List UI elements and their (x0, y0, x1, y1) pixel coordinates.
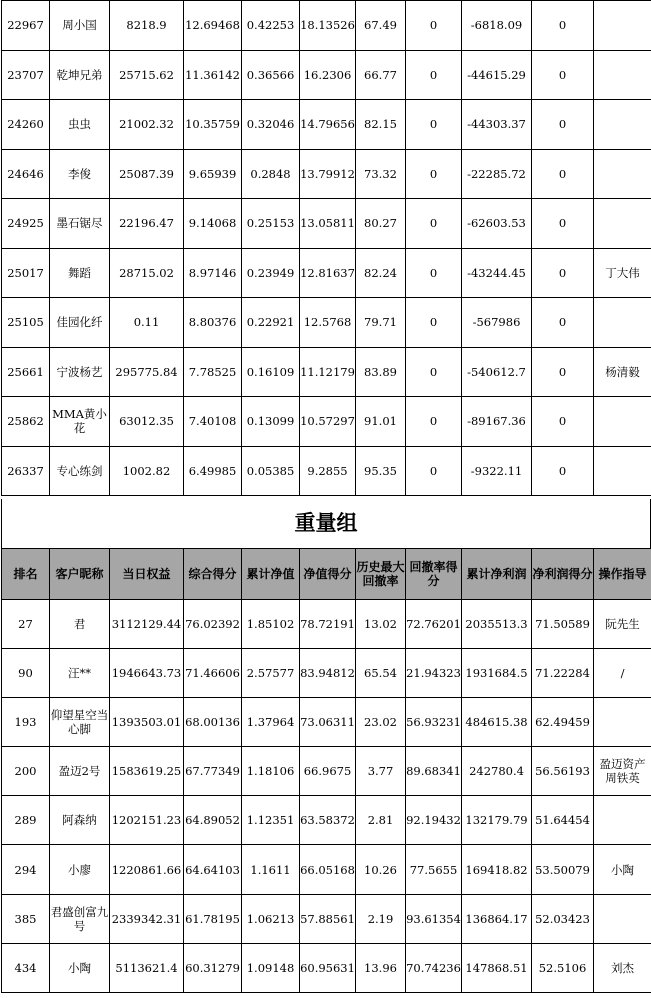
table-cell: 丁大伟 (594, 248, 651, 298)
table-row (2, 747, 651, 796)
table-cell: 56.56193 (532, 747, 594, 796)
table-cell: 92.19432 (406, 796, 462, 845)
table-cell: 7.40108 (184, 397, 242, 447)
table-cell: 盈迈2号 (50, 747, 110, 796)
table-cell (594, 50, 651, 100)
table-cell: 0 (406, 199, 462, 249)
ranking-table-heavy (1, 548, 651, 993)
table-cell: 24646 (2, 149, 50, 199)
table-row (2, 149, 651, 199)
table-cell: 0 (406, 347, 462, 397)
table-row (2, 649, 651, 698)
table-cell: 君 (50, 600, 110, 649)
table-cell: 24260 (2, 100, 50, 150)
table-cell: 0.11 (110, 298, 184, 348)
section-title: 重量组 (1, 499, 651, 548)
table-cell: 0 (406, 248, 462, 298)
table-cell: 0 (532, 1, 594, 51)
table-cell (594, 149, 651, 199)
table-cell: 8.97146 (184, 248, 242, 298)
table-cell: 小陶 (594, 845, 651, 894)
table-cell: -22285.72 (462, 149, 532, 199)
table-cell: 0.05385 (242, 446, 300, 496)
table-cell: 11.12179 (300, 347, 356, 397)
table-cell (594, 446, 651, 496)
table-row (2, 845, 651, 894)
table-cell: 95.35 (356, 446, 406, 496)
table-cell: 26337 (2, 446, 50, 496)
table-row (2, 796, 651, 845)
column-header: 累计净值 (242, 549, 300, 600)
table-cell: 53.50079 (532, 845, 594, 894)
table-cell: 12.81637 (300, 248, 356, 298)
table-cell: 舞蹈 (50, 248, 110, 298)
table-cell: 0 (532, 149, 594, 199)
table-cell: 2.19 (356, 894, 406, 943)
table-row (2, 248, 651, 298)
table-cell: 27 (2, 600, 50, 649)
table-cell: 小廖 (50, 845, 110, 894)
table-cell: 12.5768 (300, 298, 356, 348)
table-cell: 君盛创富九号 (50, 894, 110, 943)
table-cell: 23.02 (356, 698, 406, 747)
table-cell: 0 (532, 100, 594, 150)
table-cell (594, 796, 651, 845)
column-header: 客户昵称 (50, 549, 110, 600)
table-cell: 169418.82 (462, 845, 532, 894)
table-cell: 63012.35 (110, 397, 184, 447)
table-cell: 64.64103 (184, 845, 242, 894)
table-cell: 7.78525 (184, 347, 242, 397)
table-cell: 1.85102 (242, 600, 300, 649)
table-cell: 62.49459 (532, 698, 594, 747)
table-cell: 82.24 (356, 248, 406, 298)
table-cell: 0.32046 (242, 100, 300, 150)
table-cell: 52.03423 (532, 894, 594, 943)
table-cell: 93.61354 (406, 894, 462, 943)
table-cell: 0 (532, 347, 594, 397)
table-cell: 0 (406, 446, 462, 496)
table-cell: 1.09148 (242, 943, 300, 992)
table-cell: 刘杰 (594, 943, 651, 992)
table-cell: 83.89 (356, 347, 406, 397)
table-row (2, 698, 651, 747)
table-cell: 0 (406, 298, 462, 348)
table-cell: 82.15 (356, 100, 406, 150)
table-cell: 0.42253 (242, 1, 300, 51)
table-cell: 6.49985 (184, 446, 242, 496)
table-cell: 76.02392 (184, 600, 242, 649)
table-cell: 0.13099 (242, 397, 300, 447)
column-header: 累计净利润 (462, 549, 532, 600)
table-cell: 242780.4 (462, 747, 532, 796)
table-cell: 24925 (2, 199, 50, 249)
table-cell: -44615.29 (462, 50, 532, 100)
table-cell: 67.77349 (184, 747, 242, 796)
table-cell: 0 (532, 50, 594, 100)
table-cell: 67.49 (356, 1, 406, 51)
table-cell: 2035513.3 (462, 600, 532, 649)
table-cell (594, 199, 651, 249)
table-cell (594, 698, 651, 747)
table-cell: 1202151.23 (110, 796, 184, 845)
table-cell: 70.74236 (406, 943, 462, 992)
table-cell: 13.96 (356, 943, 406, 992)
table-cell: 294 (2, 845, 50, 894)
table-cell: 10.35759 (184, 100, 242, 150)
table-cell: 13.02 (356, 600, 406, 649)
table-cell: 60.95631 (300, 943, 356, 992)
table-cell: 仰望星空当心脚 (50, 698, 110, 747)
table-cell: 0 (532, 397, 594, 447)
table-cell: 盈迈资产周铁英 (594, 747, 651, 796)
table-cell: 90 (2, 649, 50, 698)
table-cell (594, 1, 651, 51)
table-cell: 72.76201 (406, 600, 462, 649)
table-cell: 0 (532, 199, 594, 249)
table-row (2, 446, 651, 496)
table-row (2, 397, 651, 447)
table-cell: 25862 (2, 397, 50, 447)
table-row (2, 1, 651, 51)
column-header: 当日权益 (110, 549, 184, 600)
table-cell: 79.71 (356, 298, 406, 348)
table-cell: 63.58372 (300, 796, 356, 845)
table-cell: 阿森纳 (50, 796, 110, 845)
table-cell: -89167.36 (462, 397, 532, 447)
column-header: 排名 (2, 549, 50, 600)
table-row (2, 199, 651, 249)
table-cell (594, 298, 651, 348)
table-cell: 0 (532, 298, 594, 348)
table-cell: 5113621.4 (110, 943, 184, 992)
table-cell: 22196.47 (110, 199, 184, 249)
table-cell: 8.80376 (184, 298, 242, 348)
table-cell: 60.31279 (184, 943, 242, 992)
table-cell: 0.36566 (242, 50, 300, 100)
table-cell: 1.18106 (242, 747, 300, 796)
table-cell: 147868.51 (462, 943, 532, 992)
table-cell: 25661 (2, 347, 50, 397)
table-cell: 1002.82 (110, 446, 184, 496)
table-cell: 9.14068 (184, 199, 242, 249)
table-cell: 1.12351 (242, 796, 300, 845)
table-cell: 66.77 (356, 50, 406, 100)
table-cell: 68.00136 (184, 698, 242, 747)
table-cell: 杨清毅 (594, 347, 651, 397)
table-cell: 83.94812 (300, 649, 356, 698)
table-cell: 0 (406, 149, 462, 199)
table-cell: 385 (2, 894, 50, 943)
table-cell: 小陶 (50, 943, 110, 992)
table-cell: 91.01 (356, 397, 406, 447)
table-cell: 295775.84 (110, 347, 184, 397)
table-cell: 2.81 (356, 796, 406, 845)
table-cell: 64.89052 (184, 796, 242, 845)
table-cell: 1931684.5 (462, 649, 532, 698)
table-cell (594, 894, 651, 943)
table-cell: 132179.79 (462, 796, 532, 845)
table-cell: 21.94323 (406, 649, 462, 698)
table-cell: 1220861.66 (110, 845, 184, 894)
table-cell: 0 (532, 446, 594, 496)
table-cell: 宁波杨艺 (50, 347, 110, 397)
table-cell: -43244.45 (462, 248, 532, 298)
table-row (2, 347, 651, 397)
table-cell: 11.36142 (184, 50, 242, 100)
table-cell: 25017 (2, 248, 50, 298)
table-cell: 专心练剑 (50, 446, 110, 496)
table-cell: 23707 (2, 50, 50, 100)
table-cell: 0.2848 (242, 149, 300, 199)
table-cell: 3112129.44 (110, 600, 184, 649)
table-cell: 66.9675 (300, 747, 356, 796)
table-cell: 3.77 (356, 747, 406, 796)
table-cell: 61.78195 (184, 894, 242, 943)
column-header: 操作指导 (594, 549, 651, 600)
table-cell: 0 (406, 100, 462, 150)
column-header: 回撤率得分 (406, 549, 462, 600)
table-cell: 0 (406, 1, 462, 51)
table-cell: 25087.39 (110, 149, 184, 199)
table-cell: 28715.02 (110, 248, 184, 298)
table-cell: 434 (2, 943, 50, 992)
table-cell: / (594, 649, 651, 698)
table-cell: 65.54 (356, 649, 406, 698)
table-cell: 25715.62 (110, 50, 184, 100)
table-cell: -62603.53 (462, 199, 532, 249)
table-header-row (2, 549, 651, 600)
table-cell: 周小国 (50, 1, 110, 51)
table-cell: 0 (532, 248, 594, 298)
table-cell: 18.13526 (300, 1, 356, 51)
table-cell: 阮先生 (594, 600, 651, 649)
table-cell: 8218.9 (110, 1, 184, 51)
table-cell: 13.05811 (300, 199, 356, 249)
table-cell: 1.06213 (242, 894, 300, 943)
table-cell: 13.79912 (300, 149, 356, 199)
column-header: 净利润得分 (532, 549, 594, 600)
table-cell (594, 397, 651, 447)
table-cell: 佳园化纤 (50, 298, 110, 348)
table-row (2, 600, 651, 649)
table-cell: -6818.09 (462, 1, 532, 51)
table-row (2, 50, 651, 100)
table-cell: 16.2306 (300, 50, 356, 100)
table-cell: 1393503.01 (110, 698, 184, 747)
table-cell: 1.37964 (242, 698, 300, 747)
table-cell: 52.5106 (532, 943, 594, 992)
table-cell: 李俊 (50, 149, 110, 199)
table-cell: 2.57577 (242, 649, 300, 698)
table-cell: 51.64454 (532, 796, 594, 845)
table-cell: 0 (406, 397, 462, 447)
table-cell: -44303.37 (462, 100, 532, 150)
table-cell: 484615.38 (462, 698, 532, 747)
table-cell: 80.27 (356, 199, 406, 249)
table-row (2, 943, 651, 992)
table-cell: -540612.7 (462, 347, 532, 397)
column-header: 综合得分 (184, 549, 242, 600)
table-cell: 2339342.31 (110, 894, 184, 943)
table-cell: 57.88561 (300, 894, 356, 943)
table-cell: 9.2855 (300, 446, 356, 496)
table-cell: 10.57297 (300, 397, 356, 447)
table-row (2, 894, 651, 943)
table-cell: 200 (2, 747, 50, 796)
table-row (2, 298, 651, 348)
table-cell: 12.69468 (184, 1, 242, 51)
table-cell: 71.46606 (184, 649, 242, 698)
table-cell: -567986 (462, 298, 532, 348)
table-cell: 1946643.73 (110, 649, 184, 698)
table-cell (594, 100, 651, 150)
table-cell: 73.32 (356, 149, 406, 199)
table-cell: 9.65939 (184, 149, 242, 199)
table-cell: 0.25153 (242, 199, 300, 249)
table-cell: 25105 (2, 298, 50, 348)
table-cell: 21002.32 (110, 100, 184, 150)
table-cell: 66.05168 (300, 845, 356, 894)
table-cell: 77.5655 (406, 845, 462, 894)
table-cell: 136864.17 (462, 894, 532, 943)
table-cell: 1583619.25 (110, 747, 184, 796)
table-cell: 0.16109 (242, 347, 300, 397)
table-cell: 289 (2, 796, 50, 845)
table-cell: 汪** (50, 649, 110, 698)
table-row (2, 100, 651, 150)
table-cell: 1.1611 (242, 845, 300, 894)
table-cell: 89.68341 (406, 747, 462, 796)
table-cell: 0.23949 (242, 248, 300, 298)
table-cell: 193 (2, 698, 50, 747)
table-cell: 56.93231 (406, 698, 462, 747)
table-cell: 10.26 (356, 845, 406, 894)
table-cell: 73.06311 (300, 698, 356, 747)
table-cell: -9322.11 (462, 446, 532, 496)
ranking-table-top (1, 0, 651, 496)
table-cell: 78.72191 (300, 600, 356, 649)
table-cell: 14.79656 (300, 100, 356, 150)
table-cell: 墨石锯尽 (50, 199, 110, 249)
table-cell: 22967 (2, 1, 50, 51)
table-cell: MMA黄小花 (50, 397, 110, 447)
table-cell: 0.22921 (242, 298, 300, 348)
table-cell: 乾坤兄弟 (50, 50, 110, 100)
table-cell: 71.50589 (532, 600, 594, 649)
column-header: 历史最大回撤率 (356, 549, 406, 600)
table-cell: 虫虫 (50, 100, 110, 150)
column-header: 净值得分 (300, 549, 356, 600)
table-cell: 0 (406, 50, 462, 100)
table-cell: 71.22284 (532, 649, 594, 698)
